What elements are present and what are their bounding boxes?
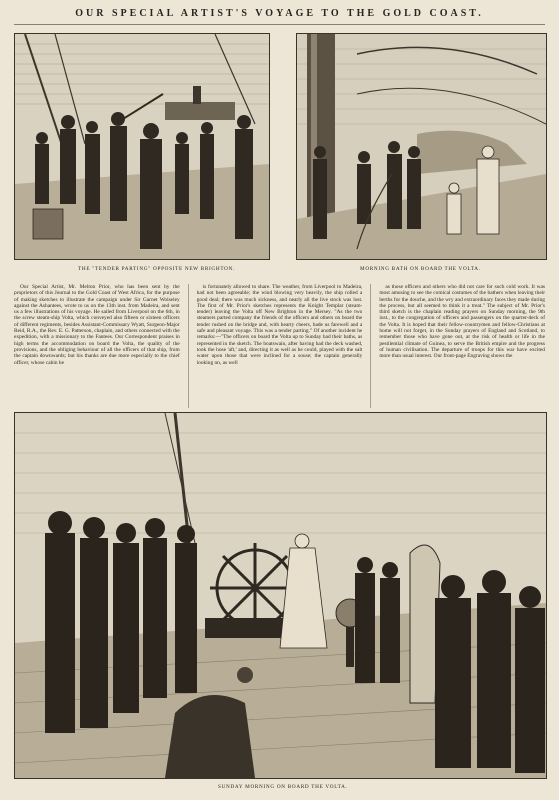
article-paragraph: as those officers and others who did not care for such cold work. It was most amusing to see the comical costumes of the bathers when leaving their berths for the douche, and the wry and extraordinary faces they made during the process, but all seemed to think it a treat." The subject of Mr. Prior's third sketch is the chaplain reading prayers on Sunday morning, the 9th inst., to the congregation of officers and passengers on the quarter-deck of the Volta. It is hoped that their fellow-countrymen and fellow-Christians at home will not forget, in the Sunday prayers of England and Scotland, to remember those who have gone out, at the risk of health or life in the pestilential climate of Guinea, to serve the British empire and the progress of human civilisation. The departure of troops for this war have excited more than usual interest. Our front-page Engraving shows the	[379, 284, 546, 360]
sunday-morning-engraving	[14, 412, 547, 779]
page-title: OUR SPECIAL ARTIST'S VOYAGE TO THE GOLD COAST.	[75, 8, 484, 19]
caption-sunday-morning: SUNDAY MORNING ON BOARD THE VOLTA.	[218, 784, 348, 790]
article-body	[14, 284, 545, 408]
article-column-2	[197, 284, 363, 408]
morning-bath-illustration	[297, 34, 546, 259]
column-divider	[370, 284, 371, 408]
article-paragraph: Our Special Artist, Mr. Melton Prior, who has been sent by the proprietors of this Journal to the Gold Coast of West Africa, for the purpose of making sketches to illustrate the campaign under Sir Garnet Wolseley against the Ashantees, wrote to us on the 13th inst. from Madeira, and sent us a few illustrations of his voyage. He sailed from Liverpool on the 6th, in the screw steam-ship Volta, which conveyed also fifteen or sixteen officers of different regiments, besides Assistant-Commissary Wyatt, Surgeon-Major Reid, R.A., the Rev. E. G. Patterson, chaplain, and others connected with the expedition, with a missionary to the Fantees. Our Correspondent praises in high terms the accommodation on board the Volta, the quality of the provisions, and the obliging behaviour of all the officers of that ship, from the captain downwards; but his thanks are due more especially to the chief officer, whose cabin he	[14, 284, 180, 366]
article-paragraph: is fortunately allowed to share. The weather, from Liverpool to Madeira, had not been agreeable; the wind blowing very heavily, the ship rolled a good deal; there was much sickness, and nearly all the live stock was lost. The first of Mr. Prior's sketches represents the Knight Templar (steam-tender) leaving the Volta off New Brighton in the Mersey. "As the two steamers parted company the friends of the officers and others on board the tender rushed on the bridge and, with hearty cheers, bade us farewell and a safe and pleasant voyage. This was a tender parting." Of another incident he remarks:—"The officers on board the Volta up to Sunday had their baths, as represented in the sketch. The boatswain, after having had the deck washed, took the hose 'aft,' and, directing it as well as he could, played with the salt water upon those that were inclined for a souse; the captain generally looking on, as well	[196, 284, 363, 366]
caption-tender-parting: THE "TENDER PARTING" OPPOSITE NEW BRIGHTON.	[78, 266, 235, 272]
column-divider	[188, 284, 189, 408]
tender-parting-illustration	[15, 34, 269, 259]
tender-parting-engraving	[14, 33, 270, 260]
header-rule	[14, 24, 545, 25]
article-column-1	[14, 284, 180, 408]
sunday-morning-illustration	[15, 413, 546, 778]
article-column-3	[379, 284, 545, 408]
morning-bath-engraving	[296, 33, 547, 260]
caption-morning-bath: MORNING BATH ON BOARD THE VOLTA.	[360, 266, 481, 272]
